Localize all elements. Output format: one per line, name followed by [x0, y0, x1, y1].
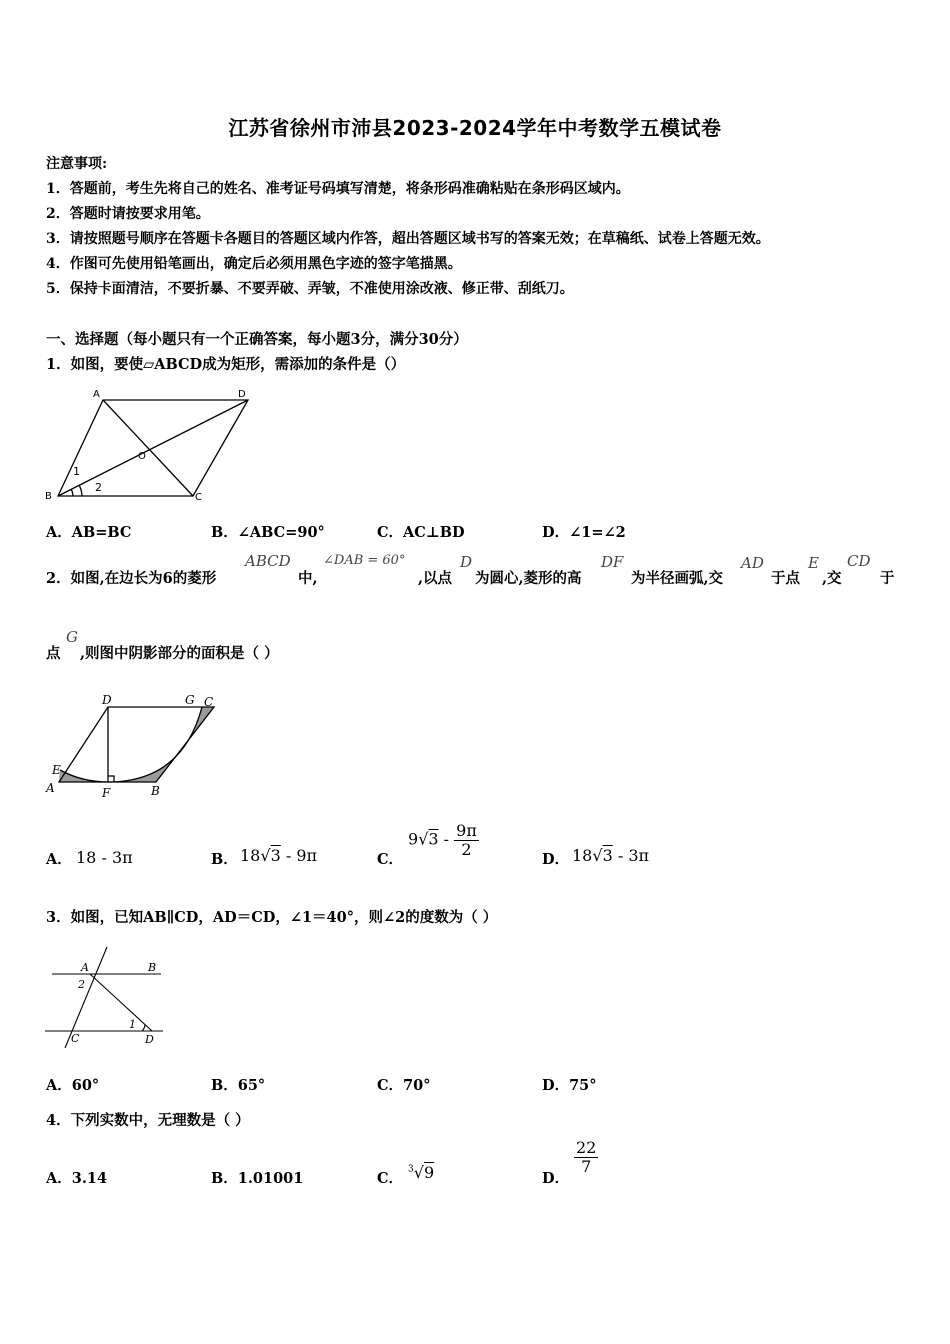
sqrt-icon: √ — [260, 846, 271, 865]
question-2-text-part-6: 于点 — [771, 570, 800, 587]
fig2-label-g: G — [185, 693, 195, 707]
q4-option-c-label: C． — [377, 1170, 404, 1187]
q2-math-ad: AD — [741, 554, 764, 572]
fig2-label-e: E — [52, 763, 61, 777]
fig3-label-angle1: 1 — [129, 1018, 136, 1031]
q2-option-c-coef: 9 — [408, 829, 419, 849]
q2-option-c-radicand: 3 — [428, 829, 439, 849]
fig1-label-angle2: 2 — [95, 481, 102, 494]
q2-math-g: G — [66, 628, 78, 646]
sqrt-icon: √ — [592, 846, 603, 865]
page-title: 江苏省徐州市沛县2023-2024学年中考数学五模试卷 — [228, 116, 722, 140]
note-item-1: 1．答题前，考生先将自己的姓名、准考证号码填写清楚，将条形码准确粘贴在条形码区域内。 — [46, 181, 630, 197]
note-item-4: 4．作图可先使用铅笔画出，确定后必须用黑色字迹的签字笔描黑。 — [46, 256, 462, 272]
fig3-label-d: D — [145, 1033, 154, 1046]
q2-option-c-minus: - — [438, 829, 455, 849]
q1-option-a: A．AB=BC — [46, 524, 132, 541]
q4-option-b: B．1.01001 — [211, 1170, 304, 1187]
q2-option-c-fraction — [454, 822, 479, 858]
q2-option-a-value: 18 - 3π — [76, 848, 133, 867]
fig1-label-angle1: 1 — [73, 465, 80, 478]
q2-math-abcd: ABCD — [245, 552, 291, 570]
q2-math-angle: ∠DAB = 60° — [323, 553, 406, 568]
q3-option-a: A．60° — [46, 1077, 100, 1094]
q2-option-c-numerator: 9π — [456, 821, 477, 840]
question-1-text: 1．如图，要使▱ABCD成为矩形，需添加的条件是（） — [46, 356, 406, 373]
question-2-line2-start: 点 — [46, 645, 61, 662]
question-2-text-part-1: 2．如图,在边长为6的菱形 — [46, 570, 217, 587]
q2-option-d-coef: 18 — [572, 846, 593, 865]
fig2-label-f: F — [102, 786, 111, 800]
q4-option-c-radicand: 9 — [423, 1163, 435, 1182]
q4-option-d-numerator: 22 — [576, 1138, 597, 1157]
q3-option-c: C．70° — [377, 1077, 431, 1094]
q4-option-c-value — [408, 1163, 434, 1182]
q2-option-d-radicand: 3 — [602, 846, 613, 865]
q4-option-d-label: D． — [542, 1170, 570, 1187]
q2-option-b-coef: 18 — [240, 846, 261, 865]
fig1-label-b: B — [45, 491, 52, 502]
notes-heading: 注意事项: — [46, 156, 108, 172]
q2-math-d: D — [460, 553, 473, 571]
question-2-text-part-3: ,以点 — [418, 570, 453, 587]
question-2-text-part-4: 为圆心,菱形的高 — [475, 570, 582, 587]
q2-option-d-tail: - 3π — [612, 846, 650, 865]
fig2-label-c: C — [204, 695, 214, 709]
q2-option-a-label: A． — [46, 851, 72, 868]
fig1-label-o: O — [138, 451, 146, 462]
q2-option-b-radicand: 3 — [270, 846, 281, 865]
q1-option-c: C．AC⊥BD — [377, 524, 465, 541]
q2-math-df: DF — [601, 553, 624, 571]
q2-option-b-tail: - 9π — [280, 846, 318, 865]
fig1-label-a: A — [93, 389, 100, 400]
q2-option-b-label: B． — [211, 851, 238, 868]
question-2-text-part-7: ,交 — [822, 570, 842, 587]
q2-option-c-denominator: 2 — [461, 839, 472, 859]
fig3-label-c: C — [71, 1032, 80, 1045]
q4-option-c-index: 3 — [408, 1164, 414, 1175]
q2-option-b-value — [240, 846, 317, 865]
q4-option-d-denominator: 7 — [581, 1156, 592, 1176]
question-2-line2-end: ,则图中阴影部分的面积是（ ） — [80, 645, 279, 662]
section-heading: 一、选择题（每小题只有一个正确答案，每小题3分，满分30分） — [46, 331, 468, 348]
q2-math-e: E — [808, 554, 819, 572]
fig3-label-a: A — [81, 961, 89, 974]
q3-option-b: B．65° — [211, 1077, 266, 1094]
q2-math-cd: CD — [847, 552, 871, 570]
question-3-text: 3．如图，已知AB∥CD，AD＝CD，∠1＝40°，则∠2的度数为（ ） — [46, 909, 498, 926]
q4-option-a: A．3.14 — [46, 1170, 108, 1187]
sqrt-icon: √ — [413, 1163, 424, 1182]
q2-option-c-label: C． — [377, 851, 404, 868]
q1-option-d: D．∠1=∠2 — [542, 524, 626, 541]
q3-option-d: D．75° — [542, 1077, 597, 1094]
question-2-text-part-2: 中, — [298, 570, 318, 587]
question-3-figure — [42, 942, 172, 1052]
q2-option-d-label: D． — [542, 851, 570, 868]
q4-option-d-fraction — [574, 1139, 598, 1175]
fig2-label-b: B — [151, 784, 160, 798]
note-item-5: 5．保持卡面清洁，不要折暴、不要弄破、弄皱，不准使用涂改液、修正带、刮纸刀。 — [46, 281, 574, 297]
q2-option-d-value — [572, 846, 649, 865]
q4-option-d-value — [574, 1139, 598, 1175]
question-2-figure — [42, 690, 232, 805]
sqrt-icon: √ — [418, 829, 429, 849]
question-4-text: 4．下列实数中，无理数是（ ） — [46, 1112, 250, 1129]
note-item-2: 2．答题时请按要求用笔。 — [46, 206, 210, 222]
fig1-label-d: D — [238, 389, 246, 400]
q1-option-b: B．∠ABC=90° — [211, 524, 325, 541]
fig1-label-c: C — [195, 492, 202, 503]
note-item-3: 3．请按照题号顺序在答题卡各题目的答题区域内作答，超出答题区域书写的答案无效；在草稿纸、试卷上答题无效。 — [46, 231, 770, 247]
question-2-text-part-5: 为半径画弧,交 — [631, 570, 724, 587]
question-1-figure — [38, 385, 258, 505]
q2-option-c-value — [408, 822, 479, 858]
fig2-label-d: D — [102, 693, 112, 707]
fig2-label-a: A — [46, 781, 55, 795]
fig3-label-b: B — [148, 961, 157, 974]
fig3-label-angle2: 2 — [78, 978, 85, 991]
question-2-text-part-8: 于 — [880, 570, 895, 587]
